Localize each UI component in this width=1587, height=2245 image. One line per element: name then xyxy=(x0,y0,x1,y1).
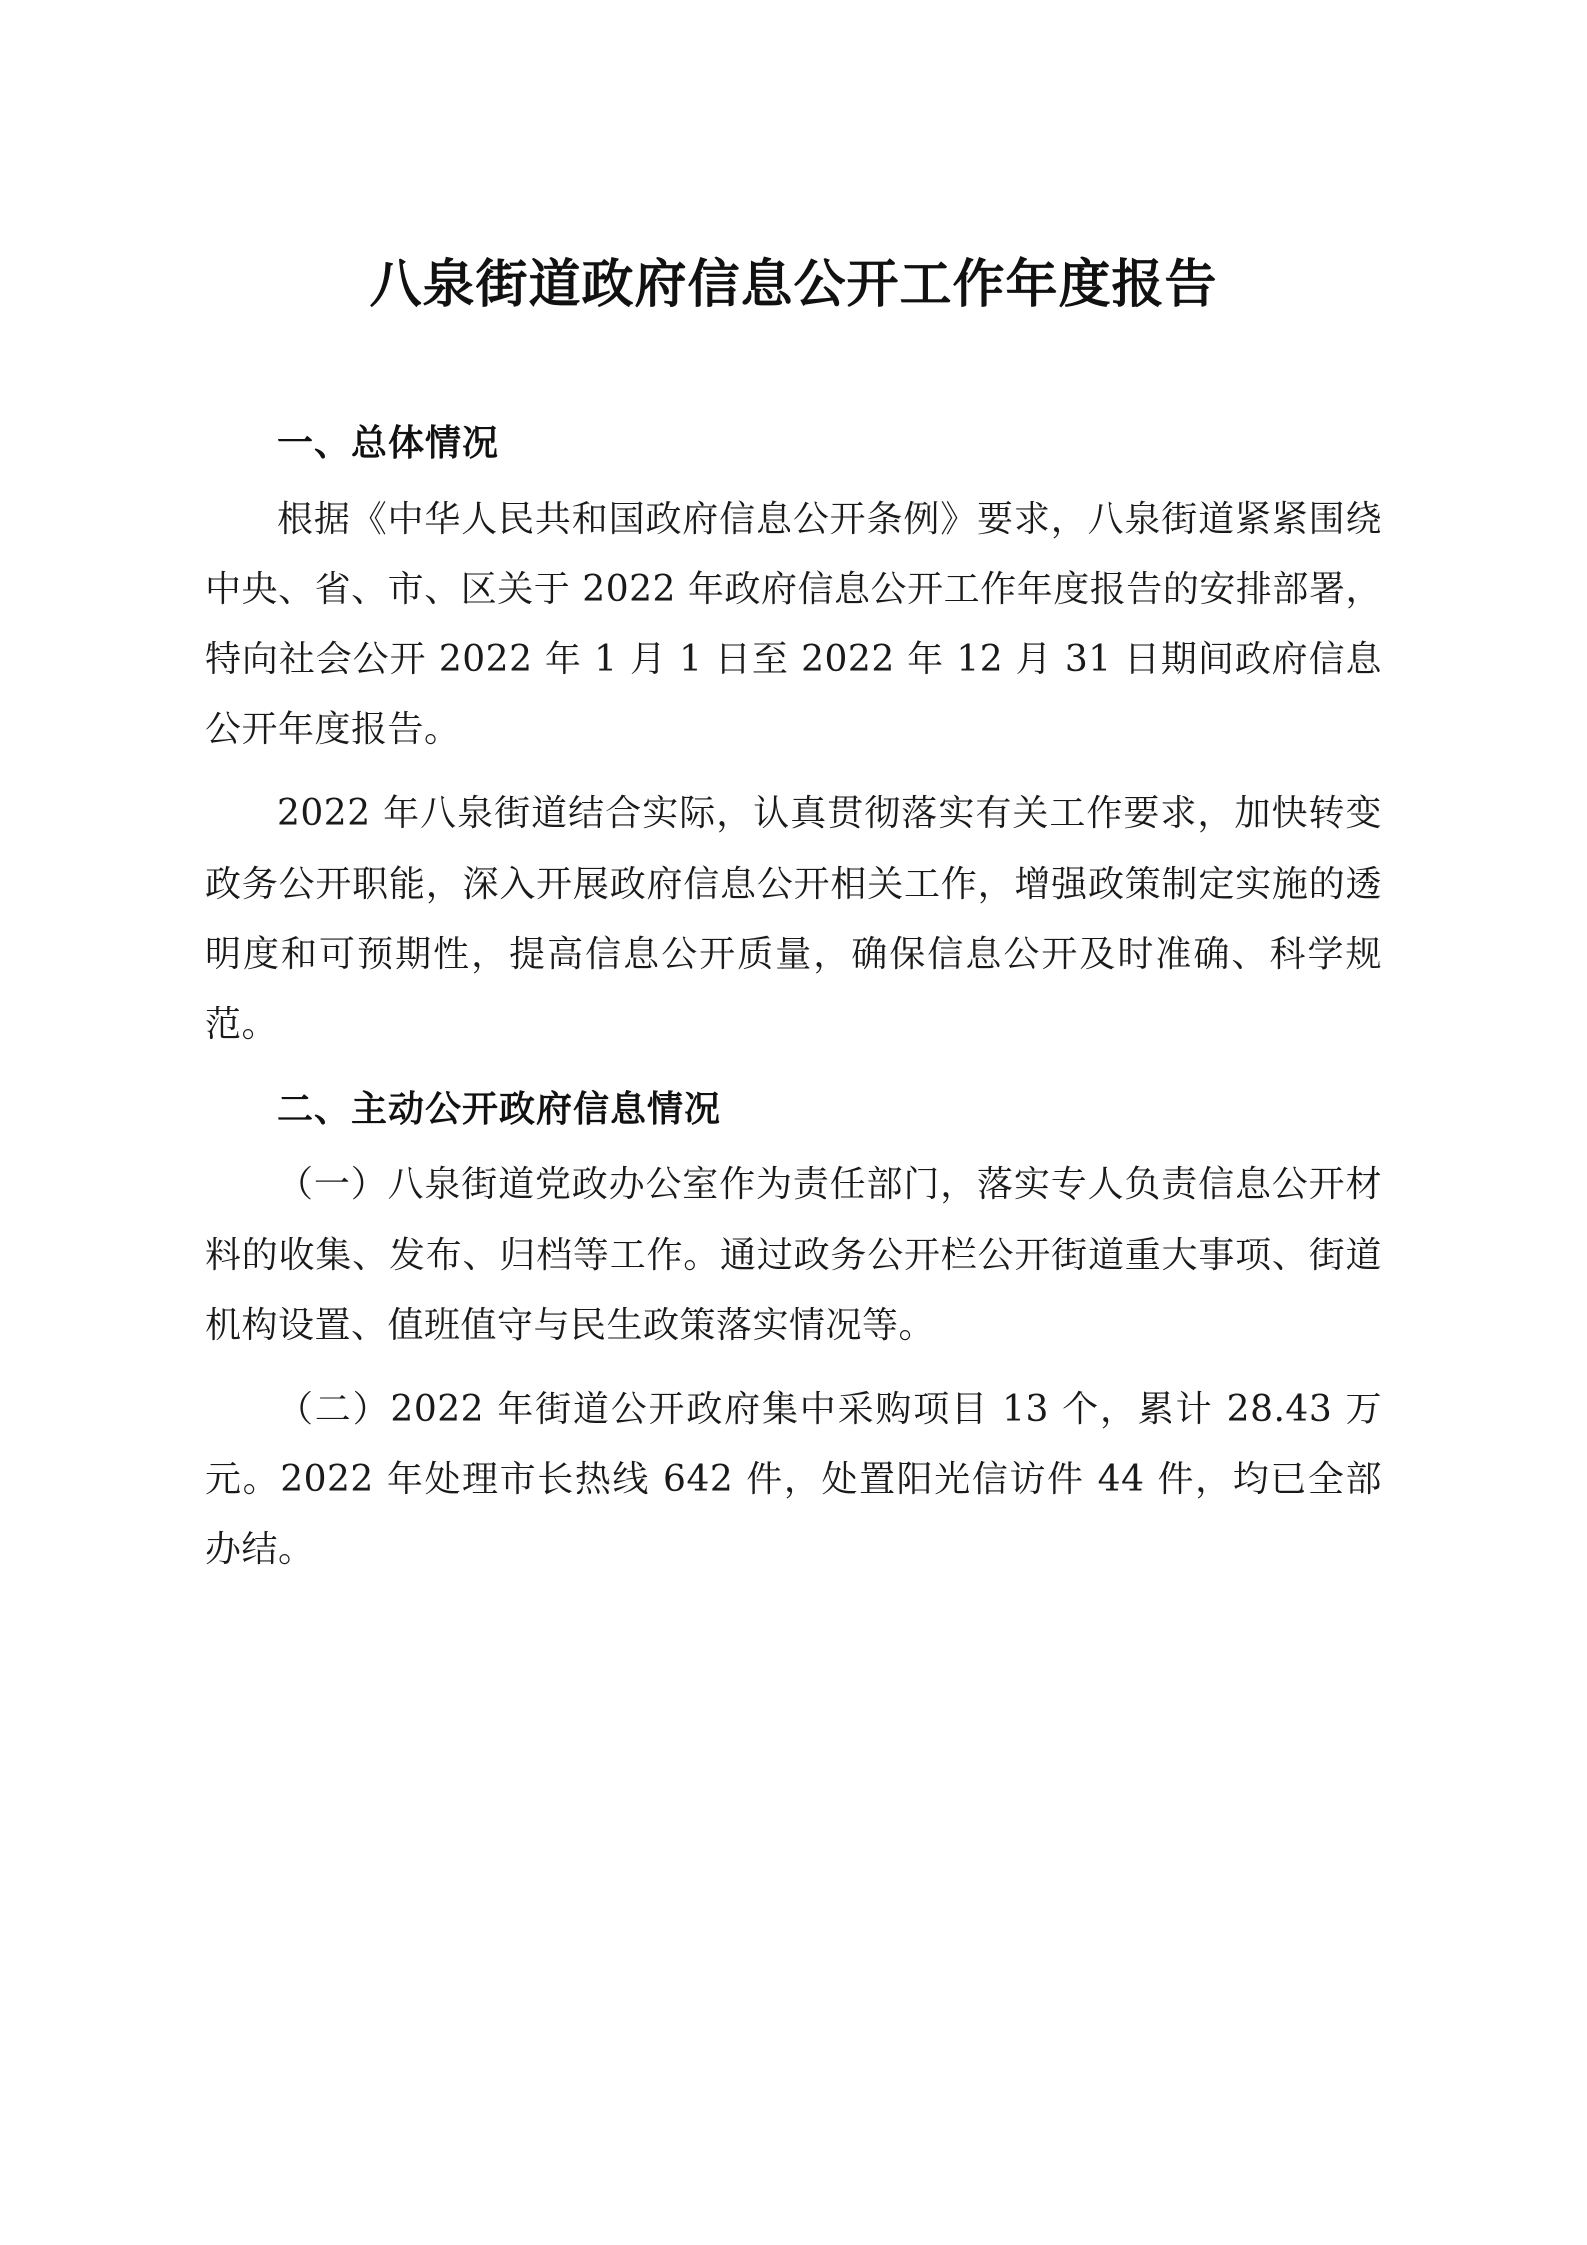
paragraph-2022-work-summary: 2022 年八泉街道结合实际，认真贯彻落实有关工作要求，加快转变政务公开职能，深入开展政府信息公开相关工作，增强政策制定实施的透明度和可预期性，提高信息公开质量，确保信息公开及时准确、科学规范。 xyxy=(205,793,1382,1045)
paragraph-procurement-statistics: （二）2022 年街道公开政府集中采购项目 13 个，累计 28.43 万元。2022 年处理市长热线 642 件，处置阳光信访件 44 件，均已全部办结。 xyxy=(205,1389,1382,1571)
page-title: 八泉街道政府信息公开工作年度报告 xyxy=(369,255,1218,315)
section-heading-proactive-disclosure: 二、主动公开政府信息情况 xyxy=(277,1089,722,1131)
paragraph-regulation-basis: 根据《中华人民共和国政府信息公开条例》要求，八泉街道紧紧围绕中央、省、市、区关于 2022 年政府信息公开工作年度报告的安排部署，特向社会公开 2022 年 1 月 1 日至 2022 年 12 月 31 日期间政府信息公开年度报告。 xyxy=(205,498,1382,751)
paragraph-responsible-department: （一）八泉街道党政办公室作为责任部门，落实专人负责信息公开材料的收集、发布、归档等工作。通过政务公开栏公开街道重大事项、街道机构设置、值班值守与民生政策落实情况等。 xyxy=(205,1164,1382,1346)
section-heading-overall-situation: 一、总体情况 xyxy=(277,423,500,465)
